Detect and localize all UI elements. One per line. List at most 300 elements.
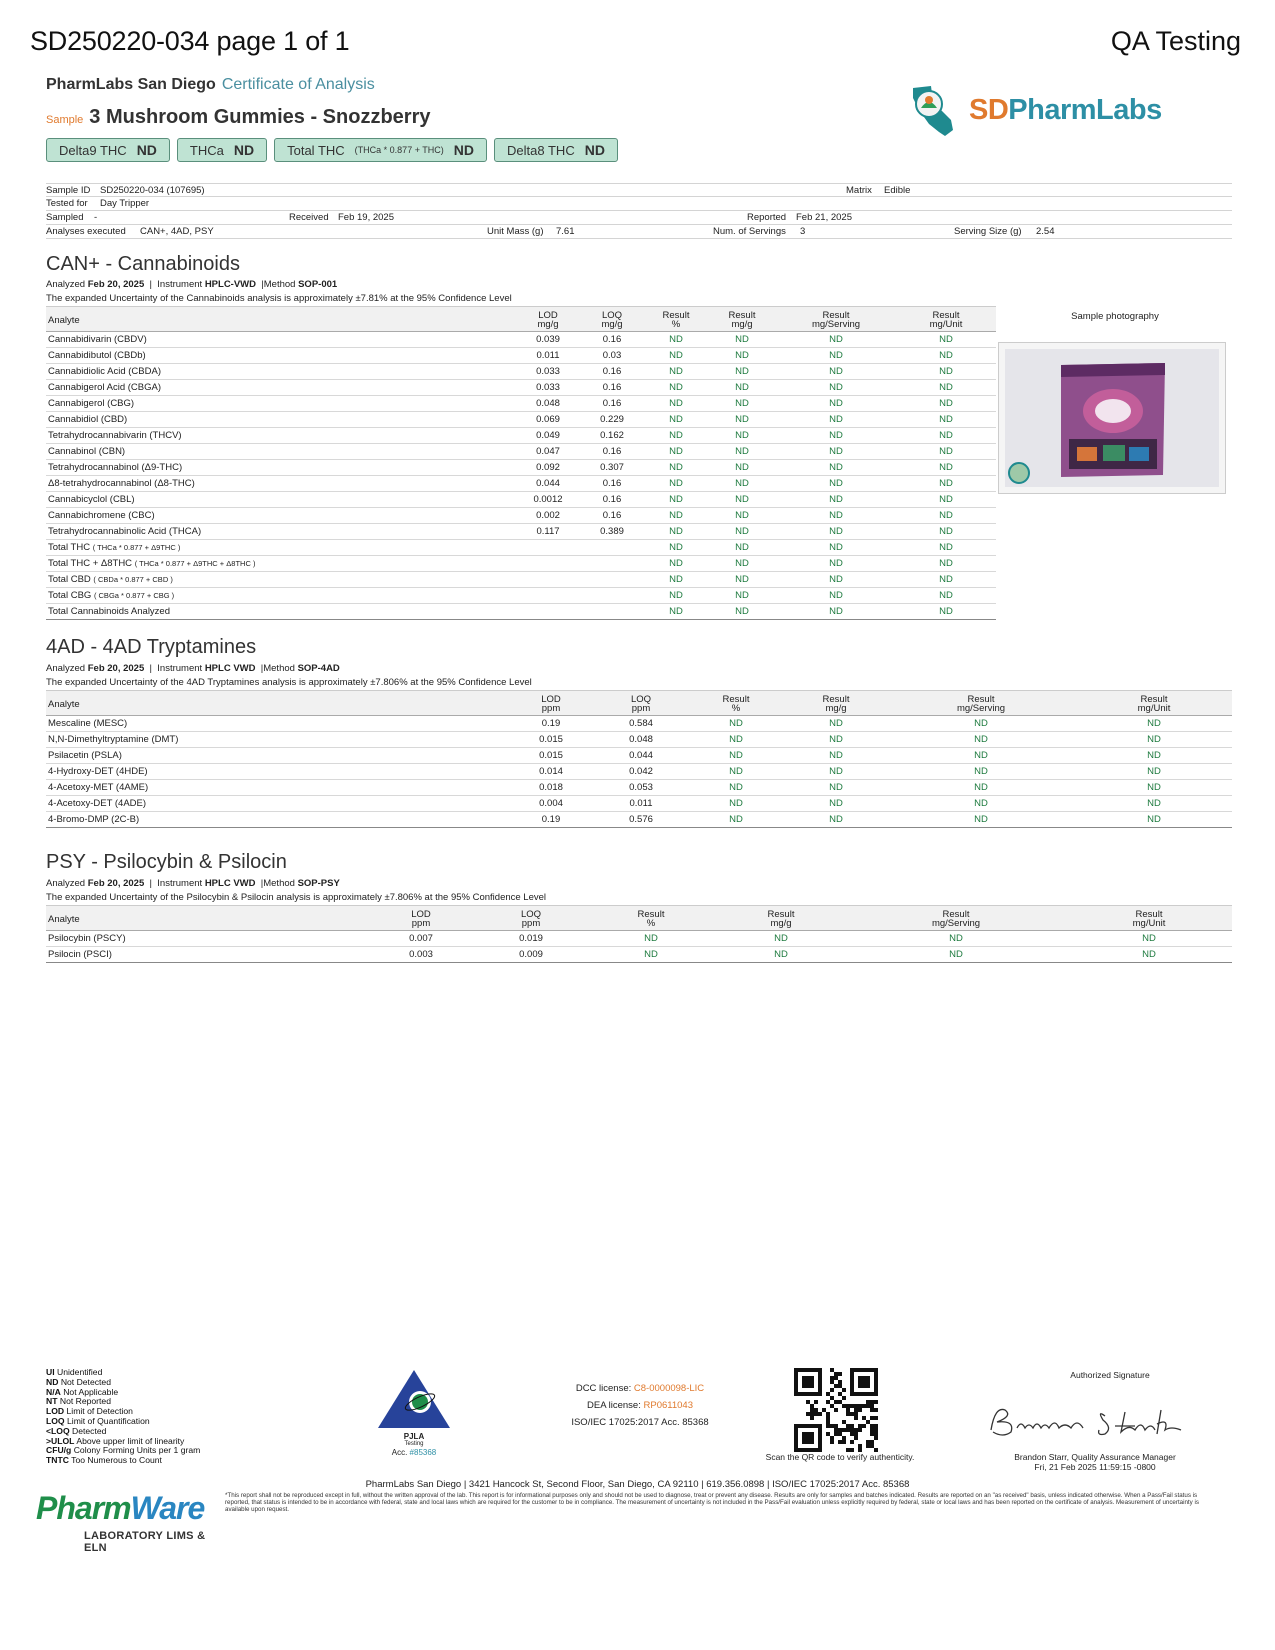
result-cell: ND bbox=[776, 492, 896, 508]
analyte-name: Cannabidiol (CBD) bbox=[46, 412, 516, 428]
dea-license-label: DEA license: bbox=[587, 1400, 641, 1411]
psilocybin-table bbox=[46, 905, 1232, 963]
psy-section-title: PSY - Psilocybin & Psilocin bbox=[46, 851, 287, 873]
result-cell: 0.584 bbox=[596, 716, 686, 732]
result-cell: ND bbox=[708, 604, 776, 620]
analyte-name: Δ8-tetrahydrocannabinol (Δ8-THC) bbox=[46, 476, 516, 492]
psy-method-label: Method bbox=[263, 878, 295, 889]
can-header-0: Analyte bbox=[46, 307, 516, 332]
result-cell: ND bbox=[708, 476, 776, 492]
result-cell: ND bbox=[644, 412, 708, 428]
result-cell: 0.049 bbox=[516, 428, 580, 444]
legend-text: Not Detected bbox=[60, 1376, 111, 1387]
analyte-name: 4-Hydroxy-DET (4HDE) bbox=[46, 764, 506, 780]
result-cell: ND bbox=[686, 812, 786, 828]
tryp-header-6: Result mg/Unit bbox=[1076, 691, 1232, 716]
result-cell: ND bbox=[896, 460, 996, 476]
table-row bbox=[46, 947, 1232, 963]
result-cell: ND bbox=[1076, 716, 1232, 732]
badge-label: THCa bbox=[189, 142, 224, 158]
result-cell: 0.19 bbox=[506, 812, 596, 828]
result-cell: ND bbox=[896, 380, 996, 396]
badge-label: Delta9 THC bbox=[59, 142, 127, 158]
tryp-header-4: Result mg/g bbox=[786, 691, 886, 716]
result-cell: ND bbox=[708, 540, 776, 556]
badge-3 bbox=[494, 138, 618, 162]
analyte-name: Cannabigerol Acid (CBGA) bbox=[46, 380, 516, 396]
result-cell: 0.047 bbox=[516, 444, 580, 460]
total-label: Total CBD bbox=[48, 574, 91, 585]
total-row bbox=[46, 556, 996, 572]
meta-row-tested bbox=[46, 197, 1232, 211]
result-cell: ND bbox=[586, 931, 716, 947]
result-cell: ND bbox=[786, 812, 886, 828]
result-cell: ND bbox=[886, 812, 1076, 828]
pjla-acc-number: #85368 bbox=[409, 1448, 437, 1457]
servings-label: Num. of Servings bbox=[713, 226, 786, 237]
total-label-cell bbox=[46, 556, 516, 572]
psy-analyzed-date: Feb 20, 2025 bbox=[87, 878, 145, 889]
result-cell: ND bbox=[586, 947, 716, 963]
license-info bbox=[535, 1380, 745, 1431]
psy-header-4: Result mg/g bbox=[716, 906, 846, 931]
result-cell: ND bbox=[786, 732, 886, 748]
analyte-name: Tetrahydrocannabinol (Δ9-THC) bbox=[46, 460, 516, 476]
logo-sd-text: SD bbox=[969, 94, 1009, 126]
can-header-4: Result mg/g bbox=[708, 307, 776, 332]
result-cell: 0.389 bbox=[580, 524, 644, 540]
serving-size-label: Serving Size (g) bbox=[954, 226, 1022, 237]
result-cell: 0.007 bbox=[366, 931, 476, 947]
result-cell: ND bbox=[644, 460, 708, 476]
legend-abbr: <LOQ bbox=[46, 1425, 70, 1436]
tryp-header-5: Result mg/Serving bbox=[886, 691, 1076, 716]
analyte-name: Tetrahydrocannabivarin (THCV) bbox=[46, 428, 516, 444]
total-row bbox=[46, 572, 996, 588]
legend-text: Not Reported bbox=[59, 1396, 111, 1407]
result-cell: 0.16 bbox=[580, 332, 644, 348]
result-cell: ND bbox=[708, 524, 776, 540]
result-cell: ND bbox=[886, 764, 1076, 780]
result-cell: 0.003 bbox=[366, 947, 476, 963]
analyte-name: Psilocin (PSCI) bbox=[46, 947, 366, 963]
tryp-analyzed-label: Analyzed bbox=[46, 663, 86, 674]
result-cell: ND bbox=[644, 332, 708, 348]
result-cell: ND bbox=[896, 604, 996, 620]
servings-value: 3 bbox=[800, 226, 806, 237]
can-method: SOP-001 bbox=[298, 279, 338, 290]
serving-size-value: 2.54 bbox=[1036, 226, 1055, 237]
badge-formula: (THCa * 0.877 + THC) bbox=[354, 145, 444, 155]
lab-name: PharmLabs San Diego bbox=[46, 76, 216, 93]
table-row bbox=[46, 428, 996, 444]
can-section-title: CAN+ - Cannabinoids bbox=[46, 253, 240, 275]
result-cell: ND bbox=[896, 348, 996, 364]
legend-text: Limit of Quantification bbox=[67, 1415, 150, 1426]
result-cell: ND bbox=[1076, 748, 1232, 764]
legend-abbr: LOQ bbox=[46, 1415, 65, 1426]
sample-photo bbox=[998, 342, 1226, 494]
tryp-instrument-label: Instrument bbox=[157, 663, 203, 674]
legend-abbr: ND bbox=[46, 1376, 59, 1387]
table-row bbox=[46, 476, 996, 492]
result-cell: ND bbox=[644, 524, 708, 540]
result-cell: ND bbox=[786, 716, 886, 732]
total-label: Total Cannabinoids Analyzed bbox=[48, 606, 171, 617]
total-row bbox=[46, 540, 996, 556]
legend-text: Colony Forming Units per 1 gram bbox=[73, 1445, 201, 1456]
verification-qr-code[interactable] bbox=[794, 1368, 878, 1452]
can-header-5: Result mg/Serving bbox=[776, 307, 896, 332]
department-title: QA Testing bbox=[1110, 26, 1241, 56]
total-label-cell bbox=[46, 604, 516, 620]
result-cell: ND bbox=[708, 556, 776, 572]
result-cell: ND bbox=[776, 476, 896, 492]
summary-badges bbox=[46, 138, 618, 162]
total-row bbox=[46, 604, 996, 620]
empty-cell bbox=[516, 540, 580, 556]
result-cell: 0.16 bbox=[580, 508, 644, 524]
dcc-license-label: DCC license: bbox=[575, 1383, 632, 1394]
result-cell: ND bbox=[776, 348, 896, 364]
unit-mass-label: Unit Mass (g) bbox=[487, 226, 544, 237]
tryp-analysis-info: Analyzed Feb 20, 2025 | Instrument HPLC VWD |Method SOP-4AD bbox=[46, 663, 340, 674]
analyses-label: Analyses executed bbox=[46, 226, 126, 237]
result-cell: ND bbox=[644, 428, 708, 444]
result-cell: ND bbox=[716, 931, 846, 947]
total-label-cell bbox=[46, 588, 516, 604]
analyte-name: 4-Acetoxy-MET (4AME) bbox=[46, 780, 506, 796]
result-cell: ND bbox=[896, 524, 996, 540]
sampled-label: Sampled bbox=[46, 212, 84, 223]
result-cell: 0.015 bbox=[506, 748, 596, 764]
result-cell: ND bbox=[644, 444, 708, 460]
result-cell: ND bbox=[776, 524, 896, 540]
psy-instrument: HPLC VWD bbox=[204, 878, 256, 889]
sample-id-label: Sample ID bbox=[46, 185, 91, 196]
total-label-cell bbox=[46, 540, 516, 556]
result-cell: 0.009 bbox=[476, 947, 586, 963]
tryp-instrument: HPLC VWD bbox=[204, 663, 256, 674]
meta-row-analyses bbox=[46, 225, 1232, 239]
result-cell: 0.011 bbox=[596, 796, 686, 812]
result-cell: ND bbox=[776, 460, 896, 476]
psy-header-0: Analyte bbox=[46, 906, 366, 931]
result-cell: ND bbox=[776, 364, 896, 380]
legend-abbr: LOD bbox=[46, 1406, 65, 1417]
can-header-3: Result % bbox=[644, 307, 708, 332]
result-cell: ND bbox=[896, 556, 996, 572]
psy-uncertainty: The expanded Uncertainty of the Psilocybin & Psilocin analysis is approximately ±7.806% at the 95% Confidence Level bbox=[46, 892, 547, 903]
total-label: Total THC + Δ8THC bbox=[48, 558, 133, 569]
legend-abbr: N/A bbox=[46, 1386, 61, 1397]
sample-photography-header: Sample photography bbox=[1071, 311, 1159, 322]
qr-code-icon bbox=[794, 1368, 878, 1452]
tryp-header-0: Analyte bbox=[46, 691, 506, 716]
result-cell: ND bbox=[644, 556, 708, 572]
result-cell: ND bbox=[776, 588, 896, 604]
result-cell: ND bbox=[1066, 931, 1232, 947]
analyte-name: Tetrahydrocannabinolic Acid (THCA) bbox=[46, 524, 516, 540]
signature-label: Authorized Signature bbox=[1070, 1370, 1150, 1380]
result-cell: ND bbox=[896, 332, 996, 348]
result-cell: 0.019 bbox=[476, 931, 586, 947]
sample-name: 3 Mushroom Gummies - Snozzberry bbox=[89, 106, 431, 128]
tryp-analyzed-date: Feb 20, 2025 bbox=[87, 663, 145, 674]
analyte-name: Cannabicyclol (CBL) bbox=[46, 492, 516, 508]
tryp-uncertainty: The expanded Uncertainty of the 4AD Tryptamines analysis is approximately ±7.806% at the 95% Confidence Level bbox=[46, 677, 532, 688]
empty-cell bbox=[580, 604, 644, 620]
result-cell: ND bbox=[896, 364, 996, 380]
table-row bbox=[46, 348, 996, 364]
result-cell: 0.048 bbox=[596, 732, 686, 748]
can-header-1: LOD mg/g bbox=[516, 307, 580, 332]
result-cell: ND bbox=[786, 748, 886, 764]
result-cell: ND bbox=[776, 540, 896, 556]
disclaimer-text: *This report shall not be reproduced except in full, without the written approval of the lab. This report is for informational purposes only and should not be used to diagnose, treat or prevent any disease. Results are only for samples and batches indicated. Results are reported on an "as received" basis, unless indicated otherwise. When a Pass/Fail status is reported, that status is intended to be in accordance with federal, state and local laws which are required for the customer to be in compliance. The measurement of uncertainty is not included in the Pass/Fail evaluation unless explicitly required by federal, state or local laws and has been reported on the certificate of analysis. Measurement of uncertainty is available upon request. bbox=[225, 1492, 1199, 1513]
tryp-method: SOP-4AD bbox=[297, 663, 340, 674]
analyte-name: 4-Bromo-DMP (2C-B) bbox=[46, 812, 506, 828]
empty-cell bbox=[580, 588, 644, 604]
lab-address: PharmLabs San Diego | 3421 Hancock St, Second Floor, San Diego, CA 92110 | 619.356.0898 | ISO/IEC 17025:2017 Acc. 85368 bbox=[365, 1479, 910, 1490]
result-cell: ND bbox=[686, 732, 786, 748]
badge-value: ND bbox=[233, 142, 255, 158]
result-cell: ND bbox=[776, 604, 896, 620]
result-cell: ND bbox=[896, 396, 996, 412]
can-instrument: HPLC-VWD bbox=[204, 279, 257, 290]
result-cell: ND bbox=[708, 508, 776, 524]
table-row bbox=[46, 444, 996, 460]
unit-mass-value: 7.61 bbox=[556, 226, 575, 237]
result-cell: ND bbox=[708, 588, 776, 604]
table-row bbox=[46, 796, 1232, 812]
lab-line bbox=[46, 76, 375, 94]
can-header-6: Result mg/Unit bbox=[896, 307, 996, 332]
result-cell: ND bbox=[644, 540, 708, 556]
psy-method: SOP-PSY bbox=[297, 878, 340, 889]
sample-id-value: SD250220-034 (107695) bbox=[100, 185, 205, 196]
psy-header-6: Result mg/Unit bbox=[1066, 906, 1232, 931]
tryp-section-title: 4AD - 4AD Tryptamines bbox=[46, 636, 257, 658]
signature-icon bbox=[985, 1396, 1195, 1446]
legend-abbr: CFU/g bbox=[46, 1445, 72, 1456]
table-row bbox=[46, 508, 996, 524]
analyte-name: Cannabigerol (CBG) bbox=[46, 396, 516, 412]
psy-header-5: Result mg/Serving bbox=[846, 906, 1066, 931]
table-row bbox=[46, 812, 1232, 828]
result-cell: 0.229 bbox=[580, 412, 644, 428]
cannabinoids-table bbox=[46, 306, 996, 620]
result-cell: ND bbox=[846, 947, 1066, 963]
badge-value: ND bbox=[453, 142, 475, 158]
can-instrument-label: Instrument bbox=[157, 279, 203, 290]
result-cell: 0.162 bbox=[580, 428, 644, 444]
table-row bbox=[46, 524, 996, 540]
result-cell: 0.033 bbox=[516, 364, 580, 380]
result-cell: ND bbox=[1076, 796, 1232, 812]
sample-metadata bbox=[46, 183, 1232, 239]
pharmware-subtitle: LABORATORY LIMS & ELN bbox=[84, 1530, 206, 1554]
result-cell: 0.03 bbox=[580, 348, 644, 364]
result-cell: ND bbox=[1076, 732, 1232, 748]
result-cell: ND bbox=[776, 380, 896, 396]
result-cell: ND bbox=[886, 796, 1076, 812]
psy-header-3: Result % bbox=[586, 906, 716, 931]
result-cell: 0.576 bbox=[596, 812, 686, 828]
badge-0 bbox=[46, 138, 170, 162]
result-cell: 0.044 bbox=[596, 748, 686, 764]
result-cell: 0.0012 bbox=[516, 492, 580, 508]
result-cell: 0.16 bbox=[580, 364, 644, 380]
total-row bbox=[46, 588, 996, 604]
legend-abbr: TNTC bbox=[46, 1455, 69, 1466]
sample-line bbox=[46, 106, 430, 129]
result-cell: ND bbox=[896, 492, 996, 508]
result-cell: ND bbox=[896, 572, 996, 588]
result-cell: ND bbox=[786, 764, 886, 780]
result-cell: 0.16 bbox=[580, 476, 644, 492]
table-row bbox=[46, 748, 1232, 764]
result-cell: ND bbox=[686, 796, 786, 812]
result-cell: ND bbox=[896, 508, 996, 524]
result-cell: ND bbox=[644, 508, 708, 524]
result-cell: ND bbox=[686, 748, 786, 764]
can-analysis-info: Analyzed Feb 20, 2025 | Instrument HPLC-VWD |Method SOP-001 bbox=[46, 279, 338, 290]
iso-accreditation: ISO/IEC 17025:2017 Acc. 85368 bbox=[571, 1417, 709, 1428]
result-cell: 0.042 bbox=[596, 764, 686, 780]
result-cell: ND bbox=[786, 780, 886, 796]
sample-label: Sample bbox=[46, 114, 84, 126]
result-cell: 0.014 bbox=[506, 764, 596, 780]
result-cell: ND bbox=[886, 748, 1076, 764]
result-cell: ND bbox=[644, 348, 708, 364]
signer-name: Brandon Starr, Quality Assurance Manager bbox=[1014, 1452, 1176, 1462]
pjla-name: PJLA bbox=[403, 1432, 425, 1441]
result-cell: ND bbox=[686, 764, 786, 780]
meta-row-id bbox=[46, 183, 1232, 197]
empty-cell bbox=[580, 572, 644, 588]
pharmware-logo bbox=[36, 1490, 206, 1556]
result-cell: ND bbox=[708, 364, 776, 380]
empty-cell bbox=[580, 556, 644, 572]
legend-text: Not Applicable bbox=[63, 1386, 119, 1397]
received-label: Received bbox=[289, 212, 329, 223]
result-cell: ND bbox=[708, 332, 776, 348]
legend-text: Limit of Detection bbox=[66, 1406, 133, 1417]
result-cell: ND bbox=[1076, 812, 1232, 828]
analyte-name: Cannabinol (CBN) bbox=[46, 444, 516, 460]
empty-cell bbox=[516, 588, 580, 604]
pharmware-text-a: Pharm bbox=[36, 1490, 131, 1526]
sampled-value: - bbox=[94, 212, 98, 223]
received-value: Feb 19, 2025 bbox=[338, 212, 394, 223]
pjla-acc-label: Acc. bbox=[391, 1448, 408, 1457]
result-cell: ND bbox=[708, 460, 776, 476]
badge-label: Total THC bbox=[287, 142, 345, 158]
analyte-name: Cannabidiolic Acid (CBDA) bbox=[46, 364, 516, 380]
result-cell: 0.069 bbox=[516, 412, 580, 428]
result-cell: ND bbox=[896, 540, 996, 556]
result-cell: 0.018 bbox=[506, 780, 596, 796]
result-cell: ND bbox=[786, 796, 886, 812]
analyte-name: 4-Acetoxy-DET (4ADE) bbox=[46, 796, 506, 812]
total-formula: ( CBDa * 0.877 + CBD ) bbox=[93, 575, 173, 584]
result-cell: 0.16 bbox=[580, 380, 644, 396]
result-cell: ND bbox=[776, 572, 896, 588]
result-cell: ND bbox=[776, 412, 896, 428]
result-cell: ND bbox=[776, 556, 896, 572]
result-cell: ND bbox=[886, 780, 1076, 796]
analyte-name: N,N-Dimethyltryptamine (DMT) bbox=[46, 732, 506, 748]
psy-analyzed-label: Analyzed bbox=[46, 878, 86, 889]
can-uncertainty: The expanded Uncertainty of the Cannabinoids analysis is approximately ±7.81% at the 95% Confidence Level bbox=[46, 293, 512, 304]
result-cell: 0.048 bbox=[516, 396, 580, 412]
result-cell: ND bbox=[1076, 764, 1232, 780]
psy-analysis-info: Analyzed Feb 20, 2025 | Instrument HPLC VWD |Method SOP-PSY bbox=[46, 878, 340, 889]
result-cell: ND bbox=[644, 364, 708, 380]
psy-instrument-label: Instrument bbox=[157, 878, 203, 889]
result-cell: ND bbox=[644, 588, 708, 604]
reported-label: Reported bbox=[747, 212, 787, 223]
can-analyzed-label: Analyzed bbox=[46, 279, 86, 290]
result-cell: ND bbox=[644, 492, 708, 508]
result-cell: ND bbox=[896, 428, 996, 444]
result-cell: ND bbox=[644, 572, 708, 588]
table-row bbox=[46, 732, 1232, 748]
total-formula: ( THCa * 0.877 + Δ9THC ) bbox=[92, 543, 181, 552]
result-cell: ND bbox=[776, 332, 896, 348]
result-cell: ND bbox=[716, 947, 846, 963]
tryptamines-table bbox=[46, 690, 1232, 828]
legend-abbr: NT bbox=[46, 1396, 58, 1407]
empty-cell bbox=[516, 604, 580, 620]
badge-1 bbox=[177, 138, 267, 162]
result-cell: ND bbox=[686, 716, 786, 732]
result-cell: ND bbox=[896, 588, 996, 604]
result-cell: 0.039 bbox=[516, 332, 580, 348]
table-row bbox=[46, 364, 996, 380]
result-cell: 0.307 bbox=[580, 460, 644, 476]
result-cell: ND bbox=[846, 931, 1066, 947]
result-cell: 0.044 bbox=[516, 476, 580, 492]
result-cell: ND bbox=[644, 476, 708, 492]
result-cell: ND bbox=[708, 380, 776, 396]
reported-value: Feb 21, 2025 bbox=[796, 212, 852, 223]
legend-abbr: UI bbox=[46, 1367, 55, 1377]
legend-abbr: >ULOL bbox=[46, 1435, 75, 1446]
empty-cell bbox=[516, 572, 580, 588]
result-cell: ND bbox=[686, 780, 786, 796]
table-row bbox=[46, 460, 996, 476]
result-cell: 0.004 bbox=[506, 796, 596, 812]
result-cell: ND bbox=[896, 476, 996, 492]
badge-value: ND bbox=[584, 142, 605, 158]
gummies-package-image bbox=[1005, 349, 1219, 487]
matrix-value: Edible bbox=[884, 185, 911, 196]
table-row bbox=[46, 332, 996, 348]
badge-label: Delta8 THC bbox=[507, 142, 575, 158]
analyte-name: Mescaline (MESC) bbox=[46, 716, 506, 732]
tryp-header-3: Result % bbox=[686, 691, 786, 716]
result-cell: ND bbox=[708, 396, 776, 412]
qr-caption: Scan the QR code to verify authenticity. bbox=[765, 1452, 915, 1462]
result-cell: 0.053 bbox=[596, 780, 686, 796]
result-cell: 0.015 bbox=[506, 732, 596, 748]
result-cell: ND bbox=[708, 412, 776, 428]
pjla-sub: Testing bbox=[404, 1441, 424, 1447]
result-cell: 0.033 bbox=[516, 380, 580, 396]
table-row bbox=[46, 492, 996, 508]
